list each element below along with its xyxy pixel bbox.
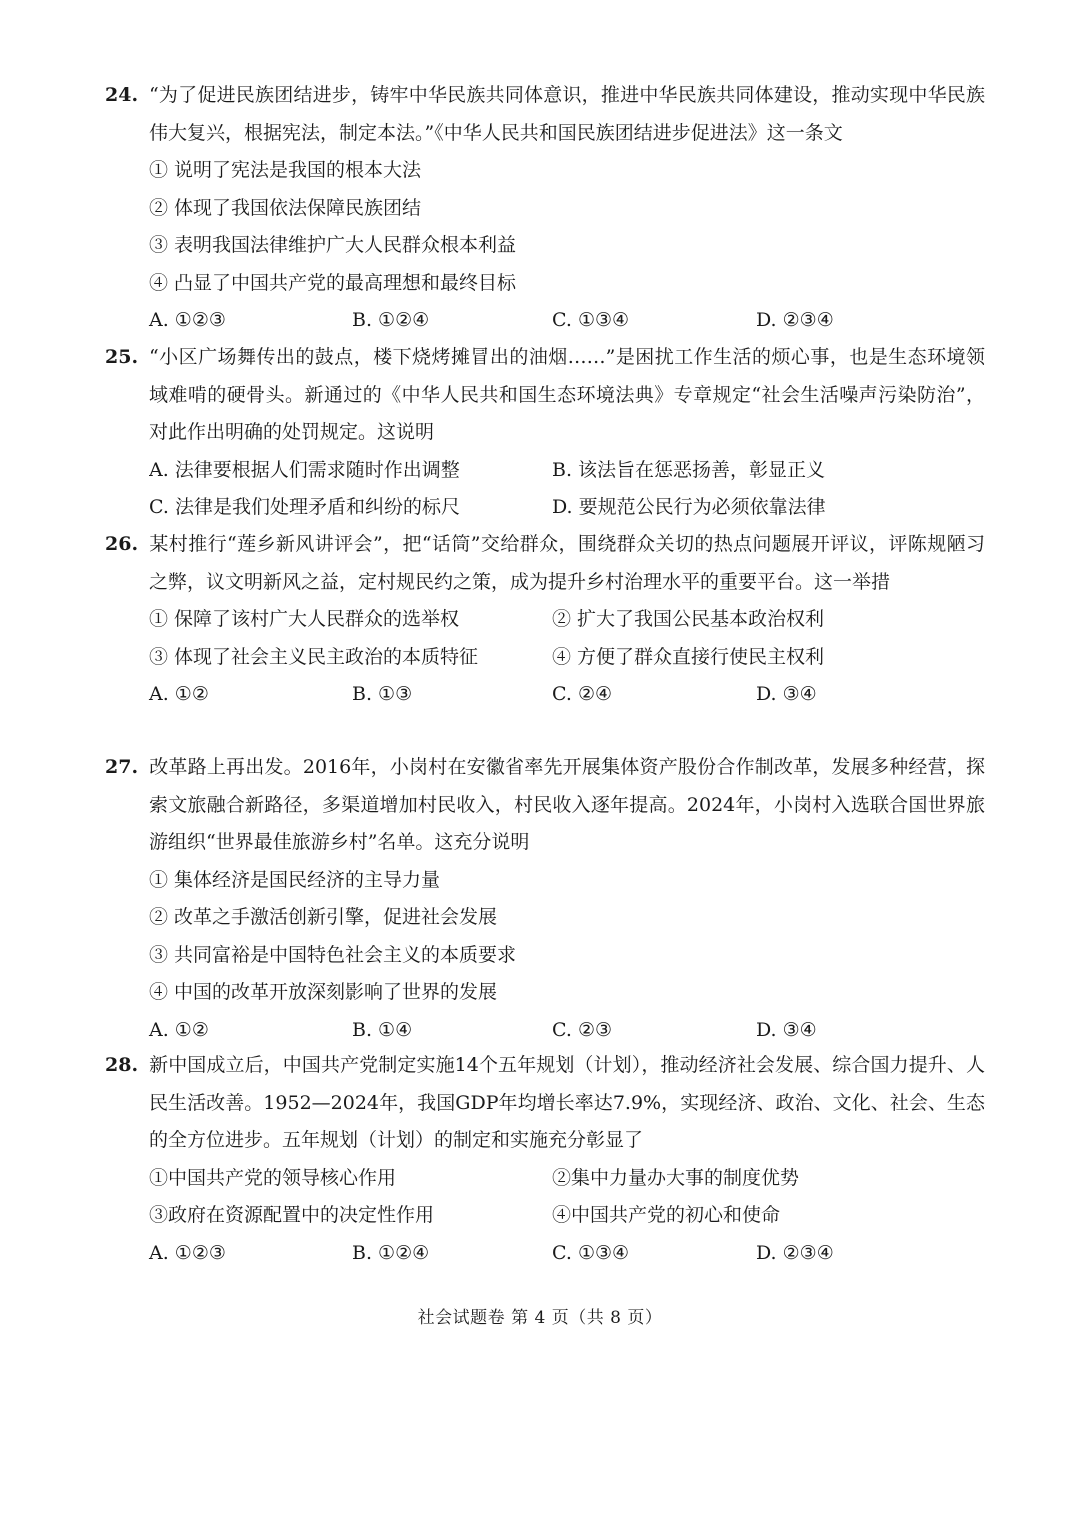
question-27 — [105, 749, 985, 1049]
choice-c: C. ②④ — [552, 683, 613, 705]
choice-a: A. ①②③ — [149, 1241, 226, 1264]
answer-choices — [149, 1012, 985, 1050]
choice-c: C. ①③④ — [552, 309, 630, 331]
answer-options — [149, 452, 985, 527]
option-d: D. 要规范公民行为必须依靠法律 — [552, 496, 826, 518]
question-text: 新中国成立后，中国共产党制定实施14个五年规划（计划），推动经济社会发展、综合国力提升、人民生活改善。1952—2024年，我国GDP年均增长率达7.9%，实现经济、政治、文化、社会、生态的全方位进步。五年规划（计划）的制定和实施充分彰显了 — [149, 1054, 985, 1151]
choice-b: B. ①②④ — [352, 309, 430, 331]
question-number: 27. — [105, 756, 139, 778]
question-number: 24. — [105, 84, 139, 106]
choice-b: B. ①④ — [352, 1018, 413, 1041]
question-25 — [105, 339, 985, 527]
statement-item: ① 说明了宪法是我国的根本大法 — [149, 159, 422, 181]
choice-b: B. ①③ — [352, 683, 413, 705]
choice-d: D. ②③④ — [756, 309, 834, 331]
statement-item: ② 扩大了我国公民基本政治权利 — [552, 608, 825, 630]
statement-item: ③ 体现了社会主义民主政治的本质特征 — [149, 645, 479, 668]
statement-item: ③ 表明我国法律维护广大人民群众根本利益 — [149, 234, 517, 256]
answer-choices — [149, 676, 985, 714]
statement-item: ② 改革之手激活创新引擎，促进社会发展 — [149, 906, 498, 928]
question-number: 26. — [105, 533, 139, 555]
question-stem — [105, 526, 985, 601]
choice-c: C. ②③ — [552, 1018, 613, 1041]
answer-choices — [149, 1235, 985, 1273]
statement-item: ① 集体经济是国民经济的主导力量 — [149, 868, 441, 891]
choice-d: D. ③④ — [756, 1018, 817, 1041]
statement-item: ②集中力量办大事的制度优势 — [552, 1166, 800, 1189]
choice-a: A. ①② — [149, 1018, 209, 1041]
page-footer: 社会试题卷 第 4 页（共 8 页） — [417, 1308, 663, 1328]
question-24 — [105, 77, 985, 340]
choice-a: A. ①② — [149, 683, 209, 705]
statement-list — [149, 152, 985, 302]
choice-d: D. ③④ — [756, 683, 817, 705]
statement-item: ③政府在资源配置中的决定性作用 — [149, 1204, 435, 1226]
statement-grid — [149, 601, 985, 676]
choice-a: A. ①②③ — [149, 309, 226, 331]
choice-c: C. ①③④ — [552, 1241, 630, 1264]
statement-item: ④中国共产党的初心和使命 — [552, 1204, 781, 1226]
statement-grid — [149, 1160, 985, 1235]
question-stem — [105, 339, 985, 452]
question-stem — [105, 749, 985, 862]
question-stem — [105, 1047, 985, 1160]
question-text: 某村推行“莲乡新风讲评会”，把“话筒”交给群众，围绕群众关切的热点问题展开评议，评陈规陋习之弊，议文明新风之益，定村规民约之策，成为提升乡村治理水平的重要平台。这一举措 — [149, 533, 985, 593]
question-text: “小区广场舞传出的鼓点，楼下烧烤摊冒出的油烟……”是困扰工作生活的烦心事，也是生态环境领域难啃的硬骨头。新通过的《中华人民共和国生态环境法典》专章规定“社会生活噪声污染防治”，对此作出明确的处罚规定。这说明 — [149, 346, 985, 443]
statement-item: ④ 方便了群众直接行使民主权利 — [552, 645, 825, 668]
question-text: “为了促进民族团结进步，铸牢中华民族共同体意识，推进中华民族共同体建设，推动实现中华民族伟大复兴，根据宪法，制定本法。”《中华人民共和国民族团结进步促进法》这一条文 — [149, 84, 985, 144]
question-26 — [105, 526, 985, 714]
statement-item: ④ 中国的改革开放深刻影响了世界的发展 — [149, 981, 498, 1003]
option-b: B. 该法旨在惩恶扬善，彰显正义 — [552, 458, 826, 481]
statement-item: ④ 凸显了中国共产党的最高理想和最终目标 — [149, 271, 517, 294]
answer-choices — [149, 302, 985, 340]
question-number: 28. — [105, 1054, 139, 1076]
statement-item: ①中国共产党的领导核心作用 — [149, 1166, 397, 1189]
question-text: 改革路上再出发。2016年，小岗村在安徽省率先开展集体资产股份合作制改革，发展多种经营，探索文旅融合新路径，多渠道增加村民收入，村民收入逐年提高。2024年，小岗村入选联合国世界旅游组织“世界最佳旅游乡村”名单。这充分说明 — [149, 756, 985, 853]
question-number: 25. — [105, 346, 139, 368]
question-stem — [105, 77, 985, 152]
option-c: C. 法律是我们处理矛盾和纠纷的标尺 — [149, 496, 460, 518]
question-28 — [105, 1047, 985, 1272]
choice-b: B. ①②④ — [352, 1241, 430, 1264]
statement-item: ① 保障了该村广大人民群众的选举权 — [149, 608, 460, 630]
statement-item: ② 体现了我国依法保障民族团结 — [149, 196, 422, 219]
choice-d: D. ②③④ — [756, 1241, 834, 1264]
statement-list — [149, 862, 985, 1012]
option-a: A. 法律要根据人们需求随时作出调整 — [149, 458, 460, 481]
statement-item: ③ 共同富裕是中国特色社会主义的本质要求 — [149, 943, 517, 966]
